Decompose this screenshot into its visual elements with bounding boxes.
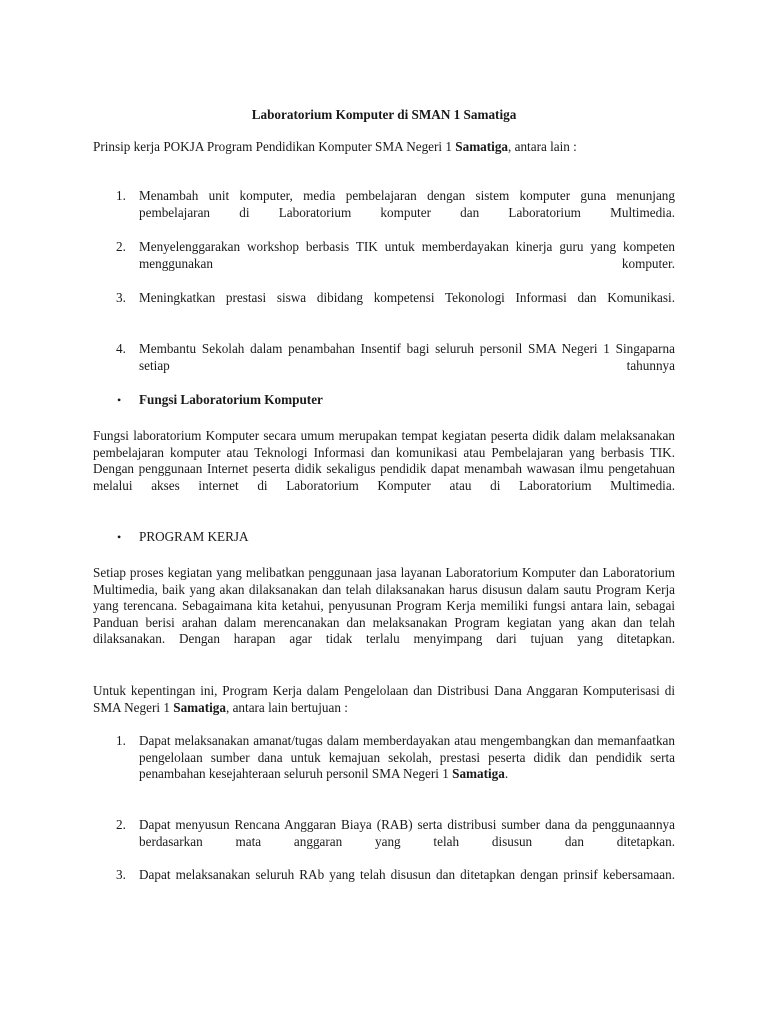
bullet-icon: • [117, 393, 122, 407]
paragraph-program-kerja: Setiap proses kegiatan yang melibatkan penggunaan jasa layanan Laboratorium Komputer dan Laboratorium Multimedia, baik yang akan dilaksanakan dan telah dilaksanakan harus disusun dalam sautu Program Kerja yang terencana. Sebagaimana kita ketahui, penyusunan Program Kerja memiliki fungsi antara lain, sebagai Panduan berisi arahan dalam merencanakan dan melaksanakan Program kegiatan yang akan dan telah dilaksanakan. Dengan harapan agar tidak terlalu menyimpang dari tujuan yang ditetapkan. [93, 565, 675, 647]
paragraph-tujuan [93, 683, 675, 716]
list1-item1-number: 1. [116, 188, 126, 203]
list1-item3-number: 3. [116, 290, 126, 305]
list1-item2-number: 2. [116, 239, 126, 254]
list1-item4-text: Membantu Sekolah dalam penambahan Insentif bagi seluruh personil SMA Negeri 1 Singaparna setiap tahunnya [139, 341, 675, 373]
tujuan-text: Untuk kepentingan ini, Program Kerja dalam Pengelolaan dan Distribusi Dana Anggaran Komputerisasi di SMA Negeri 1 [93, 683, 675, 715]
intro-text: Prinsip kerja POKJA Program Pendidikan Komputer SMA Negeri 1 [93, 139, 456, 154]
list1-item2-text: Menyelenggarakan workshop berbasis TIK untuk memberdayakan kinerja guru yang kompeten menggunakan komputer. [139, 239, 675, 271]
intro-text-end: , antara lain : [508, 139, 577, 154]
tujuan-text-end: , antara lain bertujuan : [225, 699, 348, 715]
bullet-icon: • [117, 530, 122, 544]
list2-item1-end: . [504, 766, 509, 782]
intro-paragraph [93, 139, 675, 156]
list2-item3-number: 3. [116, 867, 126, 882]
page-title: Laboratorium Komputer di SMAN 1 Samatiga [251, 107, 517, 122]
heading-program-kerja: PROGRAM KERJA [139, 529, 249, 544]
list1-item4-number: 4. [116, 341, 126, 356]
list2-item1-body: Dapat melaksanakan amanat/tugas dalam memberdayakan atau mengembangkan dan memanfaatkan pengelolaan sumber dana untuk kemajuan sekolah, prestasi peserta didik dan pendidik serta penambahan kesejahteraan seluruh personil SMA Negeri 1 [139, 733, 675, 782]
list2-item1-number: 1. [116, 733, 126, 748]
paragraph-fungsi: Fungsi laboratorium Komputer secara umum merupakan tempat kegiatan peserta didik dalam melaksanakan pembelajaran komputer atau Teknologi Informasi dan komunikasi atau Pembelajaran yang berbasis TIK. Dengan penggunaan Internet peserta didik sekaligus pendidik dapat menambah wawasan ilmu pengetahuan melalui akses internet di Laboratorium Komputer atau di Laboratorium Multimedia. [93, 428, 675, 493]
list2-item3-text: Dapat melaksanakan seluruh RAb yang telah disusun dan ditetapkan dengan prinsif kebersamaan. [139, 867, 675, 882]
intro-bold-school: Samatiga [455, 139, 509, 154]
list2-item1-text [139, 733, 675, 783]
list2-item1-bold-school: Samatiga [452, 766, 505, 782]
list1-item1-text: Menambah unit komputer, media pembelajaran dengan sistem komputer guna menunjang pembelajaran di Laboratorium komputer dan Laboratorium Multimedia. [139, 188, 675, 220]
list2-item2-text: Dapat menyusun Rencana Anggaran Biaya (RAB) serta distribusi sumber dana da penggunaannya berdasarkan mata anggaran yang telah disusun dan ditetapkan. [139, 817, 675, 849]
tujuan-bold-school: Samatiga [173, 699, 226, 715]
list2-item2-number: 2. [116, 817, 126, 832]
heading-fungsi: Fungsi Laboratorium Komputer [139, 392, 323, 407]
list1-item3-text: Meningkatkan prestasi siswa dibidang kompetensi Tekonologi Informasi dan Komunikasi. [139, 290, 675, 305]
